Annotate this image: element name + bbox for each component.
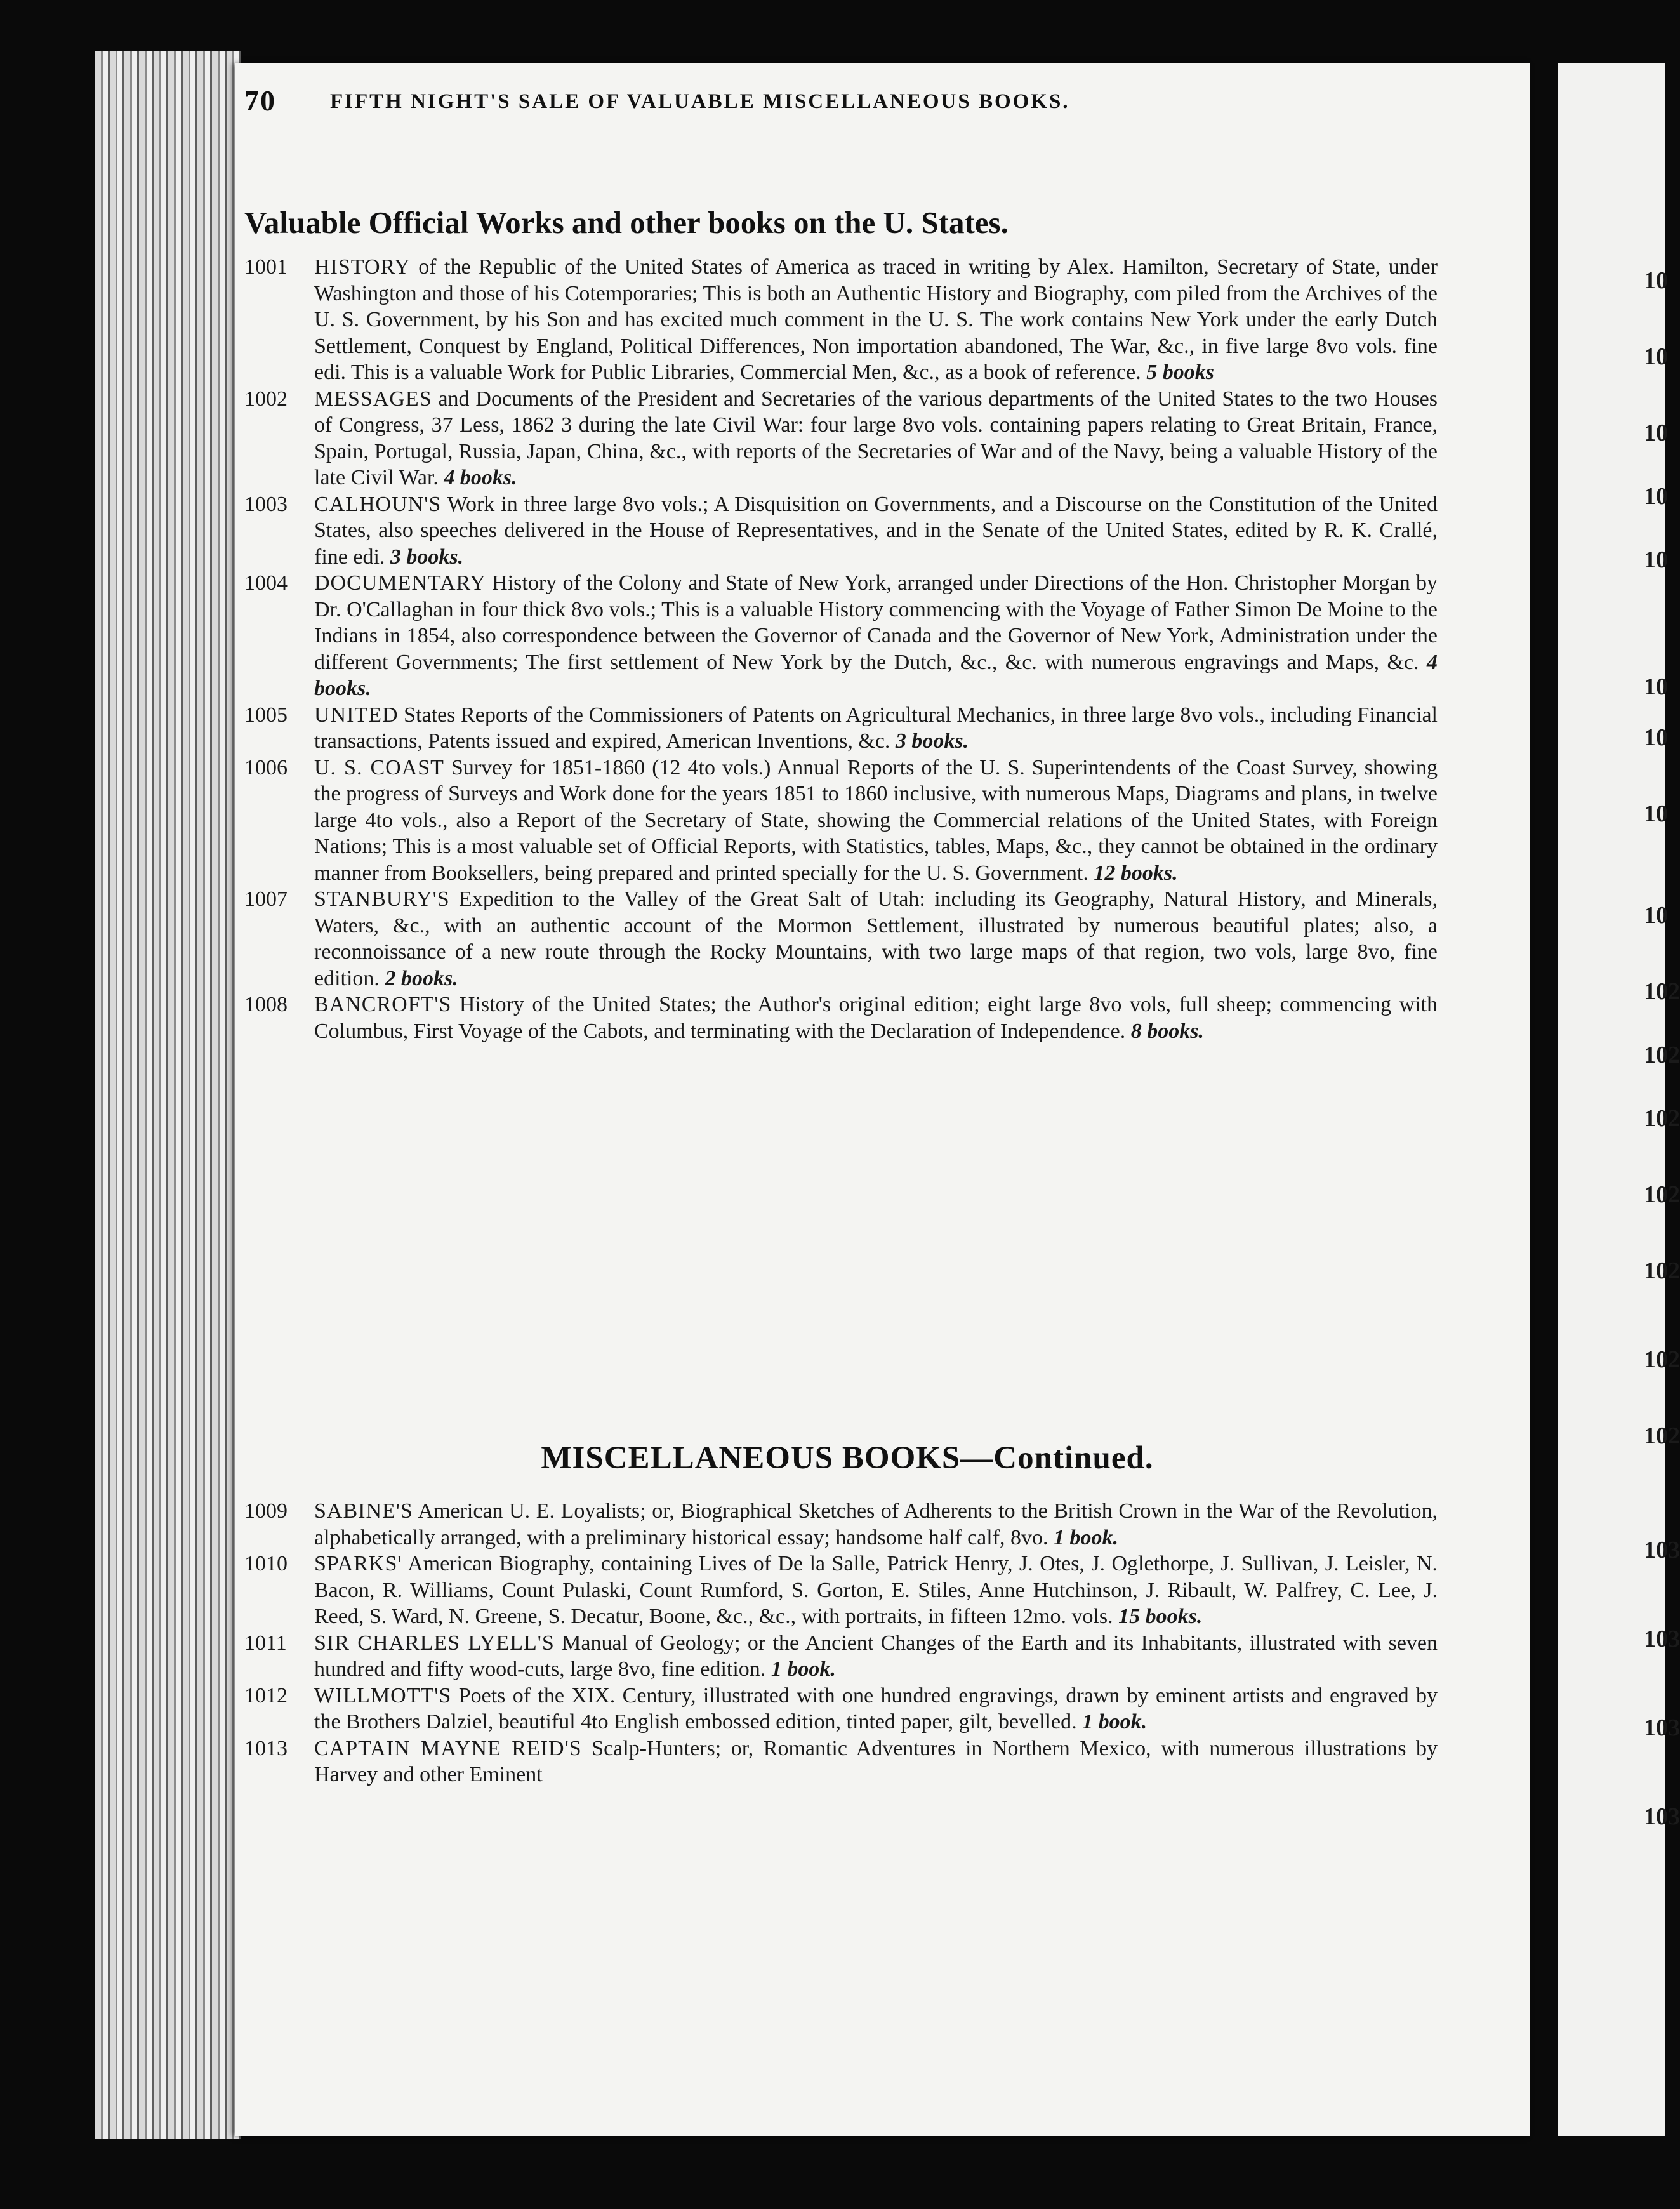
- section-title-miscellaneous: MISCELLANEOUS BOOKS—Continued.: [541, 1440, 1154, 1476]
- facing-page-lot-number: 102: [1644, 1346, 1680, 1373]
- entry-title: MESSAGES: [314, 387, 432, 411]
- entry-description: Poets of the XIX. Century, illustrated with one hundred engravings, drawn by eminent artists and engraved by the Brothers Dalziel, beautiful 4to English embossed edition, tinted paper, gilt, bevelled.: [314, 1683, 1438, 1734]
- lot-number: 1013: [244, 1736, 288, 1760]
- entry-title: CALHOUN'S: [314, 492, 442, 516]
- catalog-entry: [244, 1683, 1438, 1735]
- catalog-entry: [244, 755, 1438, 887]
- lot-number: 1011: [244, 1631, 287, 1655]
- book-count: 3 books.: [895, 729, 969, 753]
- lot-number: 1012: [244, 1683, 288, 1708]
- lot-number: 1009: [244, 1499, 288, 1523]
- facing-page-lot-number: 10: [1644, 420, 1668, 446]
- facing-page-lot-number: 102: [1644, 1423, 1680, 1449]
- catalog-entry: [244, 702, 1438, 755]
- facing-page-lot-number: 10: [1644, 343, 1668, 370]
- book-count: 12 books.: [1094, 861, 1178, 885]
- entry-description: American Biography, containing Lives of De la Salle, Patrick Henry, J. Otes, J. Oglethorpe, J. Sullivan, J. Leisler, N. Bacon, R. Williams, Count Pulaski, Count Rumford, S. Gorton, E. Stiles, Anne Hutchinson, J. Ribault, W. Palfrey, C. Lee, J. Reed, S. Ward, N. Greene, S. Decatur, Boone, &c., &c., with portraits, in fifteen 12mo. vols.: [314, 1552, 1438, 1628]
- lot-number: 1006: [244, 755, 288, 779]
- facing-page-lot-number: 10: [1644, 483, 1668, 510]
- lot-number: 1001: [244, 255, 288, 279]
- facing-page-edge: [1558, 63, 1680, 2136]
- catalog-entry: [244, 386, 1438, 491]
- facing-page-lot-number: 102: [1644, 1105, 1680, 1132]
- section2-entry-list: [244, 1498, 1438, 1788]
- entry-description: Survey for 1851-1860 (12 4to vols.) Annual Reports of the U. S. Superintendents of the Coast Survey, showing the progress of Surveys and Work done for the years 1851 to 1860 inclusive, with numerous Maps, Diagrams and plans, in twelve large 4to vols., also a Report of the Secretary of State, showing the Commercial relations of the United States, with Foreign Nations; This is a most valuable set of Official Reports, with Statistics, tables, Maps, &c., they cannot be obtained in the ordinary manner from Booksellers, being prepared and printed specially for the U. S. Government.: [314, 755, 1438, 885]
- catalog-entry: [244, 570, 1438, 702]
- entry-description: History of the United States; the Author's original edition; eight large 8vo vols, full sheep; commencing with Columbus, First Voyage of the Cabots, and terminating with the Declaration of Independence.: [314, 993, 1438, 1043]
- catalog-entry: [244, 1551, 1438, 1630]
- facing-page-lot-number: 103: [1644, 1537, 1680, 1563]
- entry-title: U. S. COAST: [314, 755, 444, 779]
- lot-number: 1007: [244, 887, 288, 911]
- facing-page-lot-number: 102: [1644, 1181, 1680, 1208]
- book-count: 8 books.: [1130, 1019, 1204, 1043]
- section-title-official-works: Valuable Official Works and other books on the U. States.: [244, 205, 1009, 240]
- entry-title: CAPTAIN MAYNE REID'S: [314, 1736, 582, 1760]
- book-page-edges: [95, 51, 241, 2139]
- lot-number: 1004: [244, 571, 288, 595]
- catalog-entry: [244, 1630, 1438, 1683]
- section1-entry-list: [244, 254, 1438, 1044]
- facing-page-lot-number: 102: [1644, 978, 1680, 1005]
- entry-description: History of the Colony and State of New York, arranged under Directions of the Hon. Christopher Morgan by Dr. O'Callaghan in four thick 8vo vols.; This is a valuable History commencing with the Voyage of Father Simon De Moine to the Indians in 1854, also correspondence between the Governor of Canada and the Governor of New York, Administration under the different Governments; The first settlement of New York by the Dutch, &c., &c. with numerous engravings and Maps, &c.: [314, 571, 1438, 674]
- entry-title: WILLMOTT'S: [314, 1683, 452, 1708]
- entry-title: SIR CHARLES LYELL'S: [314, 1631, 555, 1655]
- facing-page-lot-number: 10: [1644, 724, 1668, 751]
- facing-page-lot-number: 102: [1644, 1042, 1680, 1068]
- lot-number: 1010: [244, 1552, 288, 1575]
- facing-page-lot-number: 10: [1644, 267, 1668, 294]
- entry-title: BANCROFT'S: [314, 993, 452, 1016]
- catalog-entry: [244, 992, 1438, 1044]
- entry-title: SABINE'S: [314, 1499, 413, 1523]
- entry-title: UNITED: [314, 703, 399, 727]
- facing-page-lot-number: 10: [1644, 673, 1668, 700]
- facing-page-lot-number: 103: [1644, 1715, 1680, 1741]
- book-count: 3 books.: [390, 545, 464, 569]
- entry-description: Work in three large 8vo vols.; A Disquisition on Governments, and a Discourse on the Constitution of the United States, also speeches delivered in the House of Representatives, and in the Senate of the United States, edited by R. K. Crallé, fine edi.: [314, 492, 1438, 569]
- facing-page-lot-number: 103: [1644, 1626, 1680, 1652]
- book-count: 15 books.: [1118, 1605, 1203, 1628]
- facing-page-lot-number: 10: [1644, 547, 1668, 573]
- facing-page-lot-number: 10: [1644, 902, 1668, 929]
- catalog-entry: [244, 1498, 1438, 1551]
- entry-description: Manual of Geology; or the Ancient Changes of the Earth and its Inhabitants, illustrated with seven hundred and fifty wood-cuts, large 8vo, fine edition.: [314, 1631, 1438, 1681]
- page-number: 70: [244, 84, 276, 117]
- book-count: 4 books.: [444, 466, 517, 489]
- book-count: 1 book.: [1054, 1525, 1119, 1549]
- running-header: [244, 84, 1450, 128]
- facing-page-lot-number: 10: [1644, 800, 1668, 827]
- entry-description: Expedition to the Valley of the Great Salt of Utah: including its Geography, Natural History, and Minerals, Waters, &c., with an authentic account of the Mormon Settlement, illustrated by numerous beautiful plates; also, a reconnoissance of a new route through the Rocky Mountains, with two large maps of that region, two vols, large 8vo, fine edition.: [314, 887, 1438, 990]
- catalog-entry: [244, 1735, 1438, 1788]
- entry-title: STANBURY'S: [314, 887, 450, 911]
- book-count: 2 books.: [385, 966, 458, 990]
- facing-page-lot-number: 103: [1644, 1803, 1680, 1830]
- facing-page-lot-number: 102: [1644, 1257, 1680, 1284]
- entry-description: States Reports of the Commissioners of Patents on Agricultural Mechanics, in three large 8vo vols., including Financial transactions, Patents issued and expired, American Inventions, &c.: [314, 703, 1438, 753]
- lot-number: 1003: [244, 492, 288, 516]
- entry-title: DOCUMENTARY: [314, 571, 486, 595]
- entry-description: Scalp-Hunters; or, Romantic Adventures in Northern Mexico, with numerous illustrations by Harvey and other Eminent: [314, 1736, 1438, 1786]
- entry-description: and Documents of the President and Secretaries of the various departments of the United States to the two Houses of Congress, 37 Less, 1862 3 during the late Civil War: four large 8vo vols. containing papers relating to Great Britain, France, Spain, Portugal, Russia, Japan, China, &c., with reports of the Secretaries of War and of the Navy, being a valuable History of the late Civil War.: [314, 387, 1438, 489]
- entry-description: of the Republic of the United States of America as traced in writing by Alex. Hamilton, Secretary of State, under Washington and those of his Cotemporaries; This is both an Authentic History and Biography, com piled from the Archives of the U. S. Government, by his Son and has excited much comment in the U. S. The work contains New York under the early Dutch Settlement, Conquest by England, Political Differences, Non importation abandoned, The War, &c., in five large 8vo vols. fine edi. This is a valuable Work for Public Libraries, Commercial Men, &c., as a book of reference.: [314, 255, 1438, 384]
- book-count: 4 books.: [314, 650, 1438, 700]
- lot-number: 1005: [244, 703, 288, 727]
- entry-description: American U. E. Loyalists; or, Biographical Sketches of Adherents to the British Crown in the War of the Revolution, alphabetically arranged, with a preliminary historical essay; handsome half calf, 8vo.: [314, 1499, 1438, 1549]
- book-count: 1 book.: [771, 1657, 836, 1681]
- lot-number: 1008: [244, 993, 288, 1016]
- lot-number: 1002: [244, 387, 288, 411]
- running-title: FIFTH NIGHT'S SALE OF VALUABLE MISCELLANEOUS BOOKS.: [330, 90, 1070, 113]
- book-count: 5 books: [1146, 361, 1214, 384]
- catalog-entry: [244, 491, 1438, 571]
- book-count: 1 book.: [1082, 1710, 1148, 1734]
- catalog-entry: [244, 254, 1438, 386]
- catalog-entry: [244, 886, 1438, 992]
- entry-title: SPARKS': [314, 1552, 402, 1575]
- entry-title: HISTORY: [314, 255, 411, 279]
